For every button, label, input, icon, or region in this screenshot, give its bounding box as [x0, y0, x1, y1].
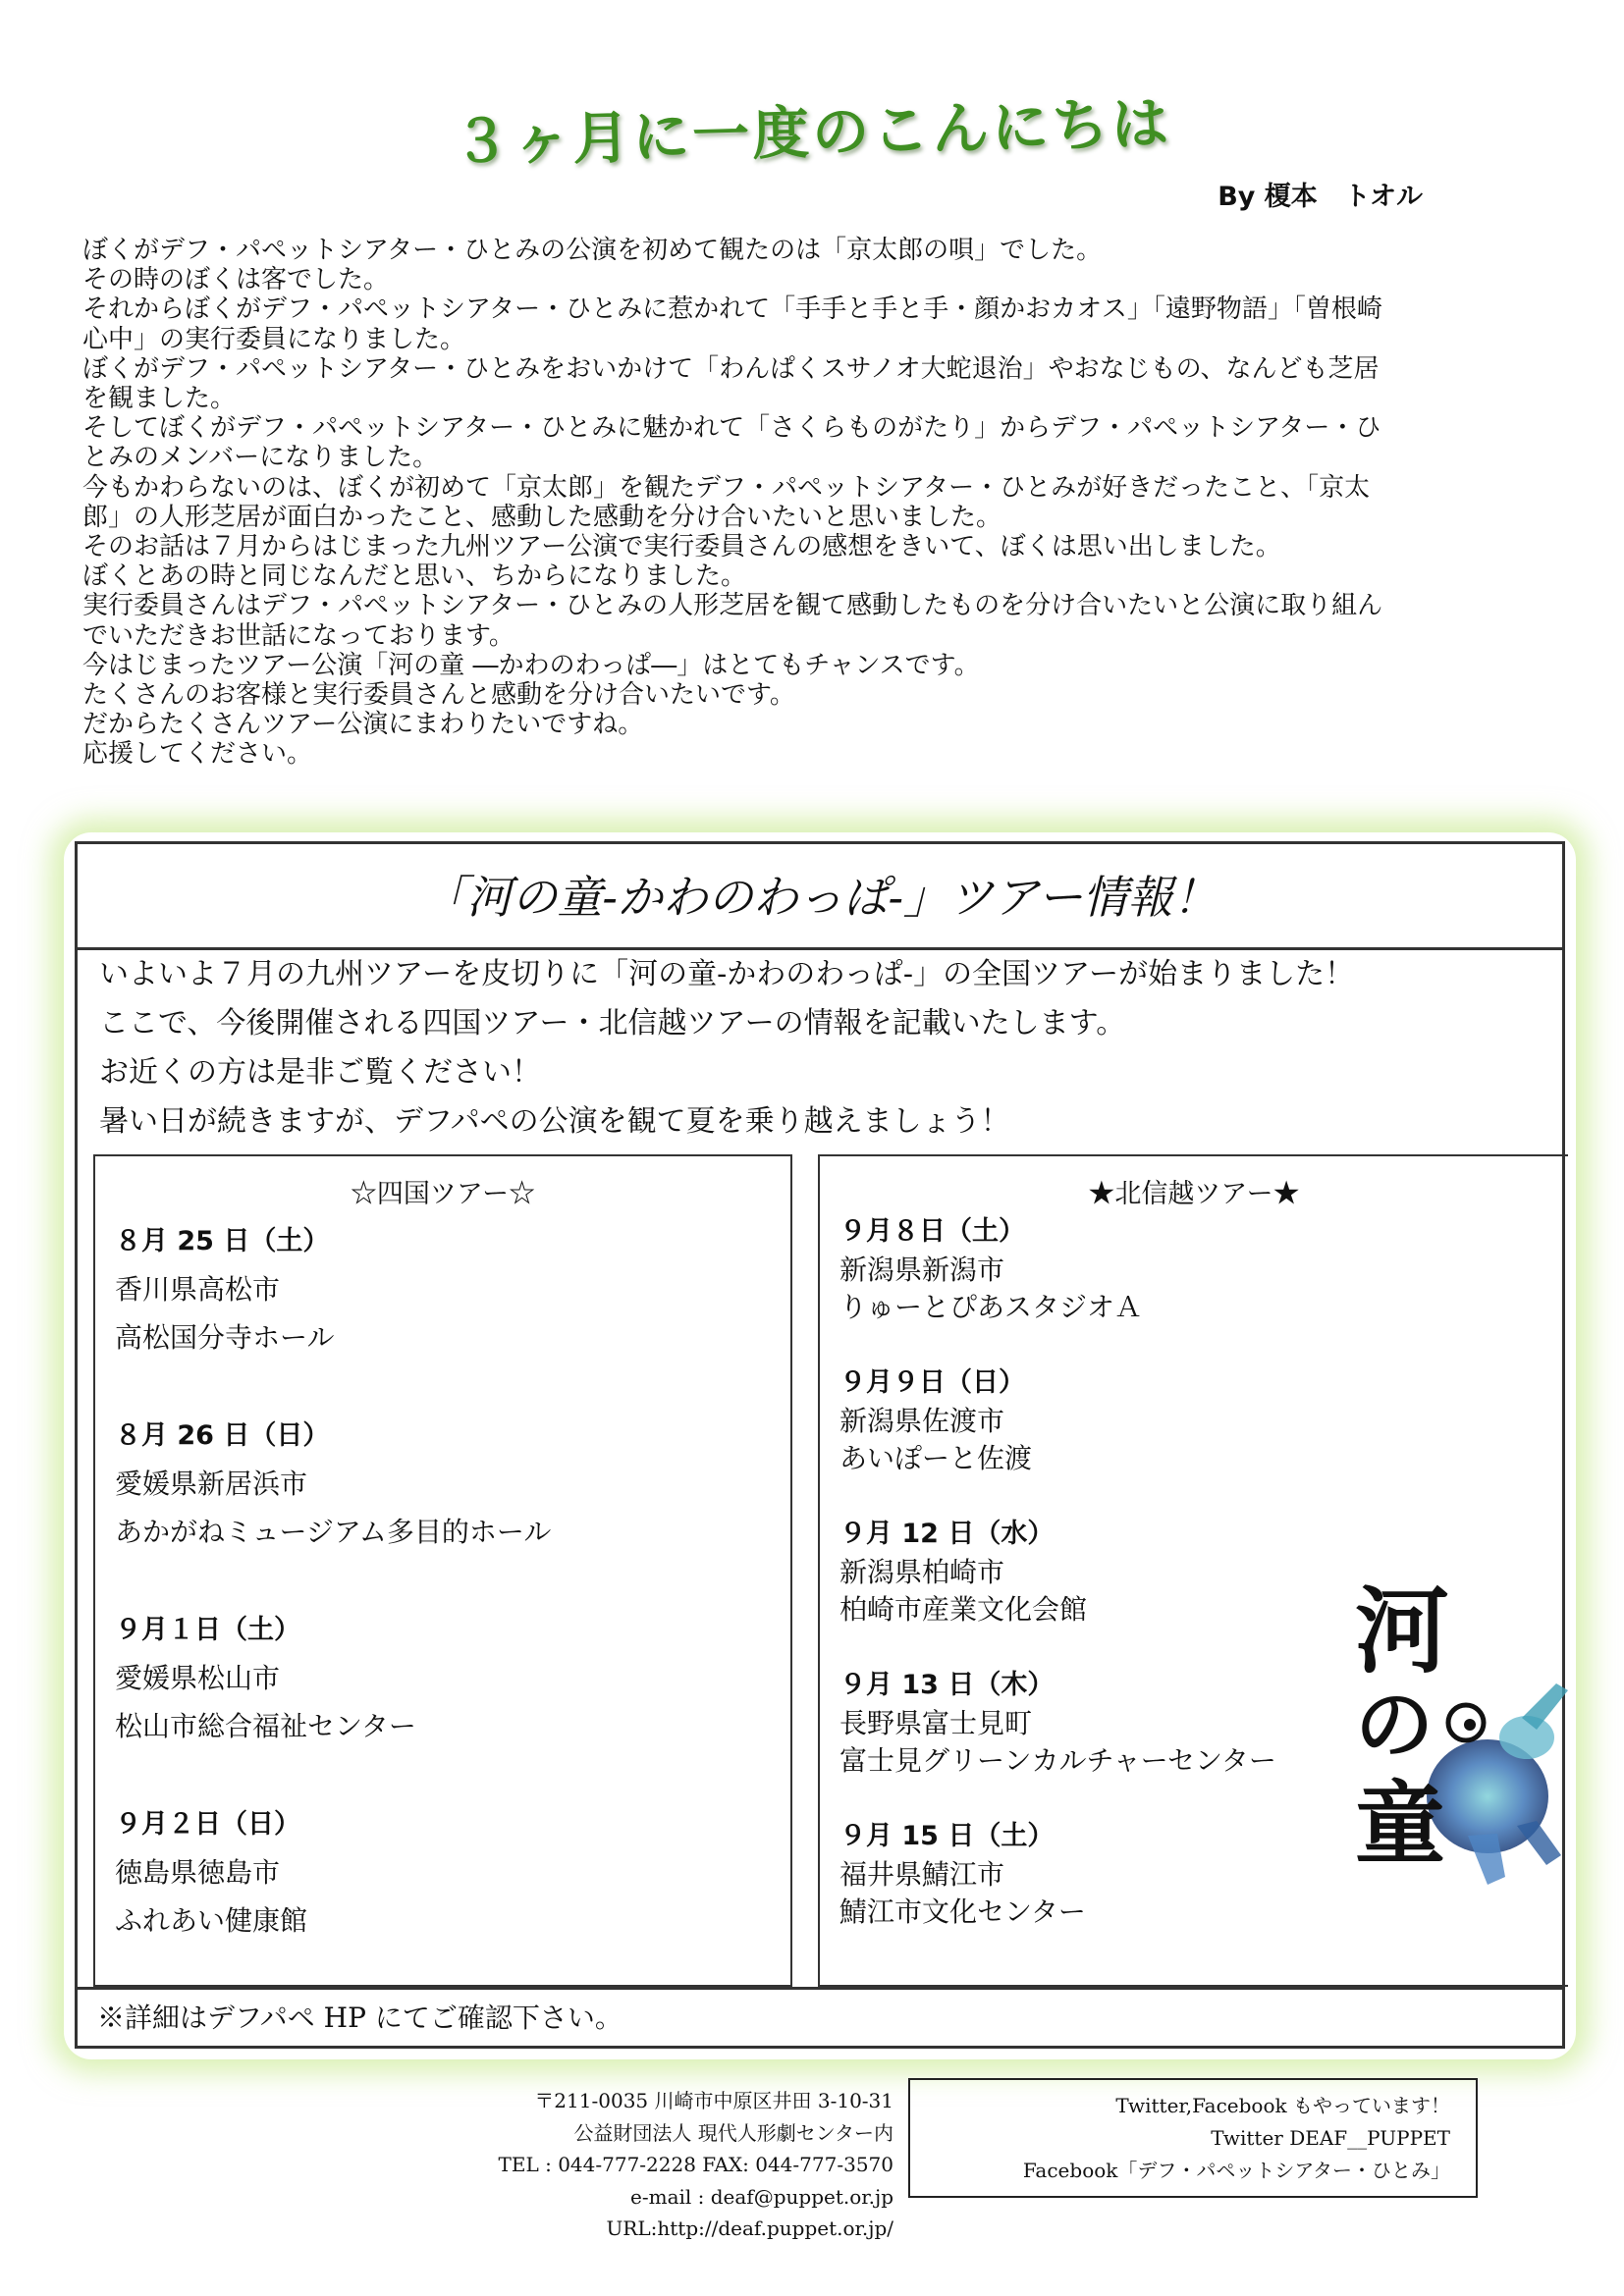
event-venue: 鯖江市文化センター — [839, 1896, 1086, 1928]
logo-char-warabe: 童 — [1355, 1772, 1446, 1877]
essay-line: そのお話は７月からはじまった九州ツアー公演で実行委員さんの感想をきいて、ぼくは思い出しました。 — [82, 532, 1281, 562]
event-place: 愛媛県松山市 — [115, 1662, 281, 1694]
details-note: ※詳細はデフパペ HP にてご確認下さい。 — [78, 1987, 1562, 2046]
essay-line: ぼくがデフ・パペットシアター・ひとみの公演を初めて観たのは「京太郎の唄」でした。 — [82, 236, 1103, 265]
intro-line: ここで、今後開催される四国ツアー・北信越ツアーの情報を記載いたします。 — [99, 1006, 1126, 1041]
event-place: 長野県富士見町 — [839, 1706, 1033, 1739]
tour-event — [115, 1606, 416, 1750]
shikoku-heading: ☆四国ツアー☆ — [350, 1179, 536, 1209]
event-place: 香川県高松市 — [115, 1273, 281, 1306]
sns-info-box — [908, 2078, 1478, 2198]
intro-line: 暑い日が続きますが、デフパペの公演を観て夏を乗り越えましょう！ — [99, 1104, 1010, 1139]
kawa-no-warabe-logo-illustration — [1350, 1571, 1576, 1895]
tour-event — [115, 1800, 307, 1945]
essay-line: 郎」の人形芝居が面白かったこと、感動した感動を分け合いたいと思いました。 — [82, 502, 1002, 532]
sns-line: Facebook「デフ・パペットシアター・ひとみ」 — [1022, 2159, 1450, 2182]
event-date: ８月 26 日（日） — [115, 1420, 330, 1451]
sns-line: Twitter,Facebook もやっています！ — [1115, 2094, 1450, 2117]
essay-line: たくさんのお客様と実行委員さんと感動を分け合いたいです。 — [82, 680, 795, 711]
shikoku-tour-column — [93, 1154, 792, 1987]
essay-line: だからたくさんツアー公演にまわりたいですね。 — [82, 710, 644, 740]
essay-line: 今はじまったツアー公演「河の童 ―かわのわっぱ―」はとてもチャンスです。 — [82, 650, 980, 680]
essay-line: 応援してください。 — [82, 739, 313, 770]
event-venue: 柏崎市産業文化会館 — [839, 1593, 1088, 1626]
tour-info-box — [75, 841, 1565, 2049]
event-date: ９月 15 日（土） — [839, 1821, 1055, 1851]
tour-intro — [99, 950, 1543, 1147]
event-venue: 富士見グリーンカルチャーセンター — [839, 1744, 1276, 1777]
address-line: 公益財団法人 現代人形劇センター内 — [573, 2120, 893, 2145]
essay-body — [82, 236, 1545, 770]
event-venue: あいぽーと佐渡 — [839, 1442, 1033, 1474]
event-place: 愛媛県新居浜市 — [115, 1468, 308, 1500]
essay-line: でいただきお世話になっております。 — [82, 620, 514, 651]
essay-line: 実行委員さんはデフ・パペットシアター・ひとみの人形芝居を観て感動したものを分け合いたいと公演に取り組ん — [82, 591, 1383, 621]
event-date: ９月 12 日（水） — [839, 1519, 1055, 1549]
event-place: 新潟県佐渡市 — [839, 1404, 1005, 1437]
event-date: ８月 25 日（土） — [115, 1226, 330, 1256]
tour-event — [115, 1217, 334, 1362]
tour-event — [839, 1667, 1276, 1781]
event-venue: 松山市総合福祉センター — [115, 1710, 416, 1742]
sns-line: Twitter DEAF__PUPPET — [1211, 2126, 1450, 2150]
event-date: ９月８日（土） — [839, 1216, 1025, 1247]
intro-line: お近くの方は是非ご覧ください！ — [99, 1055, 541, 1090]
essay-line: 心中」の実行委員になりました。 — [82, 324, 466, 354]
essay-line: とみのメンバーになりました。 — [82, 443, 439, 473]
logo-char-kawa: 河 — [1355, 1576, 1449, 1686]
intro-line: いよいよ７月の九州ツアーを皮切りに「河の童-かわのわっぱ-」の全国ツアーが始まりました！ — [99, 957, 1355, 991]
essay-line: 今もかわらないのは、ぼくが初めて「京太郎」を観たデフ・パペットシアター・ひとみが好きだったこと、「京太 — [82, 472, 1371, 503]
event-date: ９月 13 日（木） — [839, 1670, 1055, 1700]
essay-line: それからぼくがデフ・パペットシアター・ひとみに惹かれて「手手と手と手・顔かおカオス」「遠野物語」「曽根崎 — [82, 294, 1382, 325]
event-venue: あかがねミュージアム多目的ホール — [115, 1516, 552, 1548]
event-place: 徳島県徳島市 — [115, 1856, 281, 1889]
address-line: URL:http://deaf.puppet.or.jp/ — [606, 2216, 893, 2240]
address-line: e-mail : deaf@puppet.or.jp — [630, 2184, 893, 2209]
event-date: ９月１日（土） — [115, 1615, 300, 1645]
essay-line: を観ました。 — [82, 384, 237, 414]
essay-line: ぼくとあの時と同じなんだと思い、ちからになりました。 — [82, 561, 747, 592]
address-line: 〒211-0035 川崎市中原区井田 3-10-31 — [534, 2089, 893, 2112]
event-venue: りゅーとぴあスタジオＡ — [839, 1291, 1143, 1323]
address-line: TEL : 044-777-2228 FAX: 044-777-3570 — [498, 2153, 893, 2176]
event-place: 福井県鯖江市 — [839, 1857, 1005, 1891]
tour-event — [839, 1818, 1086, 1932]
tour-title: 「河の童-かわのわっぱ-」ツアー情報！ — [78, 844, 1562, 950]
tour-event — [839, 1364, 1032, 1478]
footer-address — [403, 2085, 893, 2245]
essay-line: そしてぼくがデフ・パペットシアター・ひとみに魅かれて「さくらものがたり」からデフ・パペットシアター・ひ — [82, 413, 1381, 444]
page-title: ３ヶ月に一度のこんにちは — [452, 89, 1172, 176]
author-byline: By 榎本 トオル — [1218, 182, 1423, 212]
hokushinetsu-heading: ★北信越ツアー★ — [1088, 1179, 1300, 1209]
event-venue: 高松国分寺ホール — [115, 1321, 335, 1354]
tour-event — [839, 1516, 1087, 1629]
tour-event — [839, 1213, 1142, 1327]
event-place: 新潟県新潟市 — [839, 1253, 1005, 1286]
event-venue: ふれあい健康館 — [115, 1904, 308, 1937]
event-date: ９月２日（日） — [115, 1809, 300, 1840]
essay-line: その時のぼくは客でした。 — [82, 265, 390, 295]
event-date: ９月９日（日） — [839, 1367, 1025, 1398]
event-place: 新潟県柏崎市 — [839, 1555, 1005, 1588]
essay-line: ぼくがデフ・パペットシアター・ひとみをおいかけて「わんぱくスサノオ大蛇退治」やおなじもの、なんども芝居 — [82, 353, 1380, 384]
logo-char-no: の — [1355, 1680, 1434, 1771]
tour-event — [115, 1412, 551, 1556]
